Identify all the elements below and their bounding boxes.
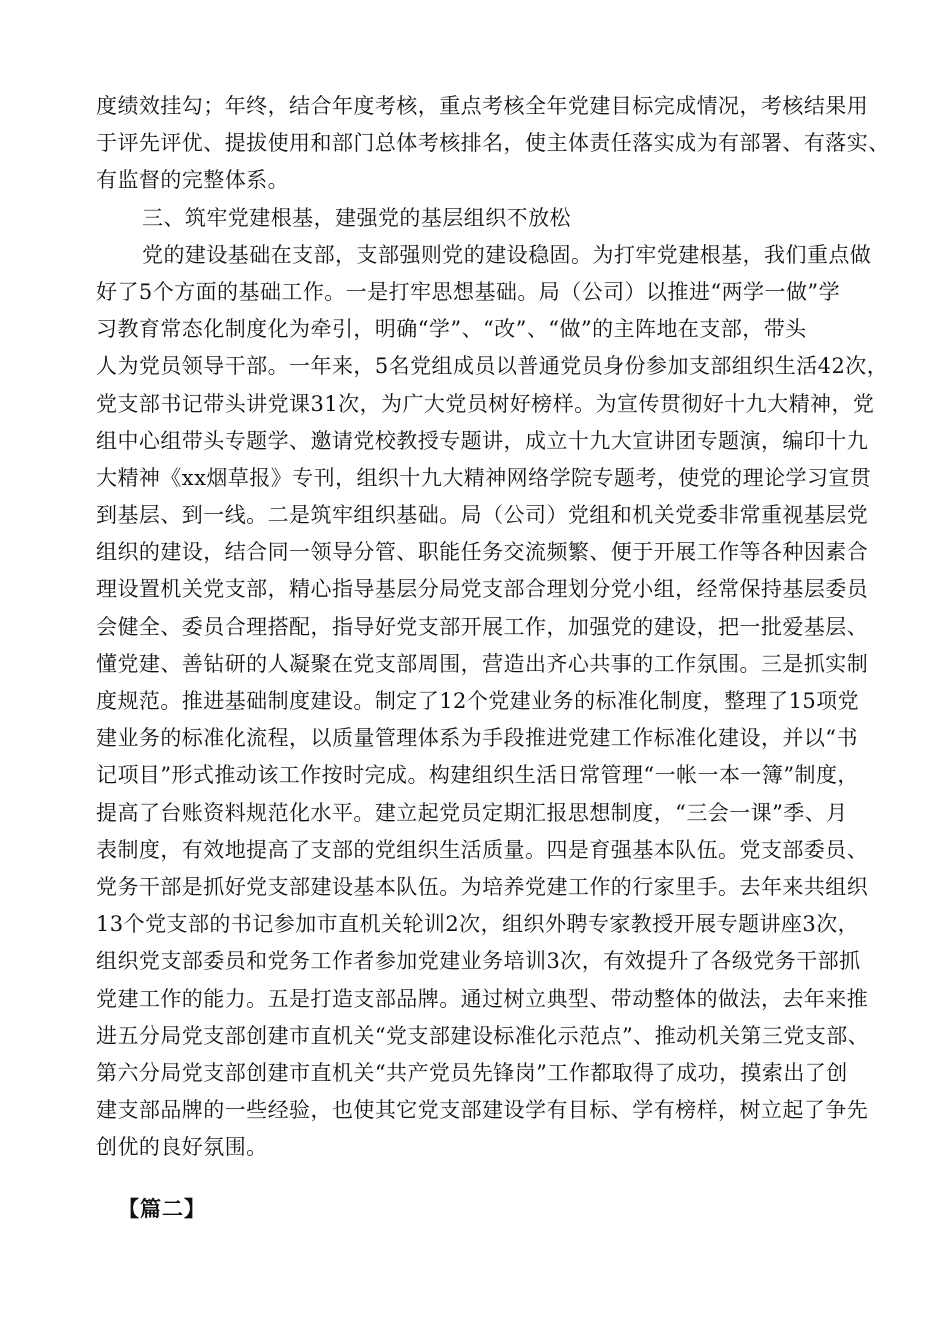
text-line: 党务干部是抓好党支部建设基本队伍。为培养党建工作的行家里手。去年来共组织	[96, 874, 869, 899]
text-line: 会健全、委员合理搭配，指导好党支部开展工作，加强党的建设，把一批爱基层、	[96, 614, 869, 639]
text-line: 党支部书记带头讲党课31次，为广大党员树好榜样。为宣传贯彻好十九大精神，党	[96, 391, 875, 416]
text-line: 人为党员领导干部。一年来，5名党组成员以普通党员身份参加支部组织生活42次，	[96, 354, 889, 379]
text-line: 度绩效挂勾；年终，结合年度考核，重点考核全年党建目标完成情况，考核结果用	[96, 94, 869, 118]
text-line: 好了5个方面的基础工作。一是打牢思想基础。局（公司）以推进“两学一做”学	[96, 279, 841, 304]
text-line: 创优的良好氛围。	[96, 1135, 268, 1160]
text-line: 党的建设基础在支部，支部强则党的建设稳固。为打牢党建根基，我们重点做	[142, 242, 872, 267]
paragraph-performance-assessment	[96, 88, 896, 200]
section-label-part-two: 【篇二】	[118, 1196, 206, 1221]
text-line: 党建工作的能力。五是打造支部品牌。通过树立典型、带动整体的做法，去年来推	[96, 986, 869, 1011]
text-line: 组织党支部委员和党务工作者参加党建业务培训3次，有效提升了各级党务干部抓	[96, 949, 861, 974]
text-line: 大精神《xx烟草报》专刊，组织十九大精神网络学院专题考，使党的理论学习宣贯	[96, 465, 872, 490]
text-line: 于评先评优、提拔使用和部门总体考核排名，使主体责任落实成为有部署、有落实、	[96, 131, 890, 156]
text-line: 第六分局党支部创建市直机关“共产党员先锋岗”工作都取得了成功，摸索出了创	[96, 1060, 848, 1085]
text-line: 到基层、到一线。二是筑牢组织基础。局（公司）党组和机关党委非常重视基层党	[96, 503, 869, 528]
text-line: 习教育常态化制度化为牵引，明确“学”、“改”、“做”的主阵地在支部，带头	[96, 317, 807, 342]
text-line: 表制度，有效地提高了支部的党组织生活质量。四是育强基本队伍。党支部委员、	[96, 837, 869, 862]
text-line: 13个党支部的书记参加市直机关轮训2次，组织外聘专家教授开展专题讲座3次，	[96, 912, 860, 937]
text-line: 度规范。推进基础制度建设。制定了12个党建业务的标准化制度，整理了15项党	[96, 689, 860, 713]
text-line: 进五分局党支部创建市直机关“党支部建设标准化示范点”、推动机关第三党支部、	[96, 1023, 870, 1048]
text-line: 懂党建、善钻研的人凝聚在党支部周围，营造出齐心共事的工作氛围。三是抓实制	[96, 651, 869, 676]
text-line: 建支部品牌的一些经验，也使其它党支部建设学有目标、学有榜样，树立起了争先	[96, 1098, 869, 1123]
paragraph-party-foundation	[96, 237, 896, 1167]
text-line: 建业务的标准化流程，以质量管理体系为手段推进党建工作标准化建设，并以“书	[96, 726, 858, 751]
section-heading: 三、筑牢党建根基，建强党的基层组织不放松	[142, 205, 571, 230]
document-body	[96, 88, 896, 1166]
text-line: 组中心组带头专题学、邀请党校教授专题讲，成立十九大宣讲团专题演，编印十九	[96, 428, 869, 453]
text-line: 组织的建设，结合同一领导分管、职能任务交流频繁、便于开展工作等各种因素合	[96, 540, 869, 565]
text-line: 理设置机关党支部，精心指导基层分局党支部合理划分党小组，经常保持基层委员	[96, 577, 869, 602]
text-line: 提高了台账资料规范化水平。建立起党员定期汇报思想制度，“三会一课”季、月	[96, 800, 848, 825]
text-line: 记项目”形式推动该工作按时完成。构建组织生活日常管理“一帐一本一簿”制度，	[96, 763, 859, 788]
text-line: 有监督的完整体系。	[96, 168, 290, 193]
